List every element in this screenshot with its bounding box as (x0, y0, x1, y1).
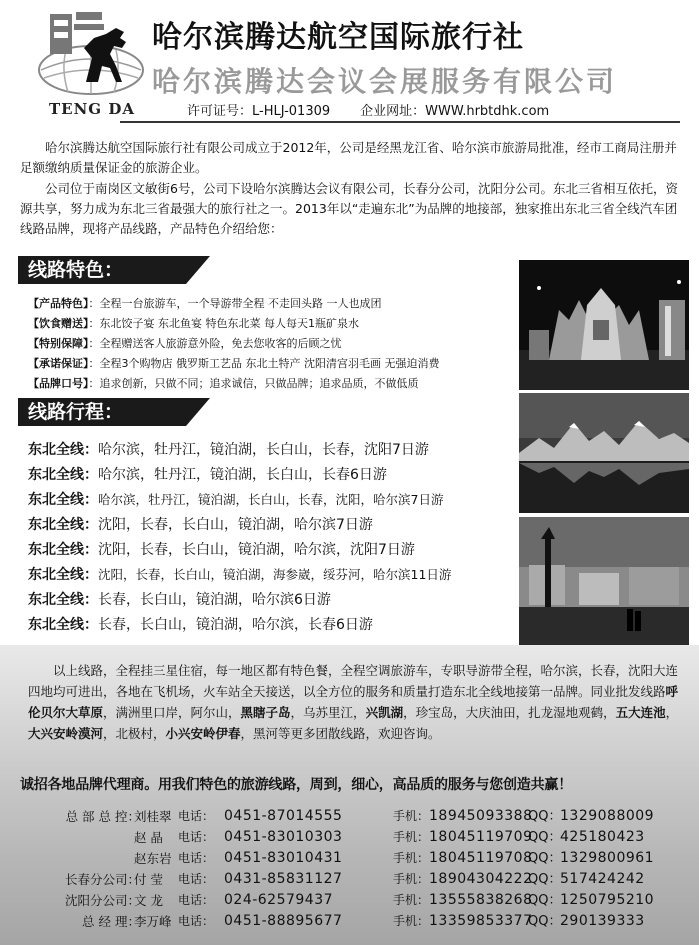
contact-role: 总 经 理： (82, 914, 140, 929)
contact-row (36, 806, 686, 827)
feature-text: ：全程赠送客人旅游意外险，免去您收客的后顾之忧 (88, 337, 342, 350)
route-text: 沈阳，长春，长白山，镜泊湖，海参崴，绥芬河，哈尔滨11日游 (98, 567, 452, 582)
feature-label: 【特别保障】 (28, 337, 89, 350)
contact-tel: 0451-83010431 (224, 850, 343, 866)
description-paragraph (28, 660, 680, 744)
route-label: 东北全线： (28, 492, 98, 508)
website-link[interactable]: 企业网址：WWW.hrbtdhk.com (360, 104, 550, 119)
route-item (28, 486, 518, 511)
contact-mobile: 18045119708 (429, 850, 533, 866)
photo-city-square (519, 517, 689, 645)
contact-mobile: 18045119709 (429, 829, 533, 845)
route-label: 东北全线： (28, 617, 98, 633)
intro-section (20, 138, 684, 240)
route-item (28, 511, 518, 536)
routes-banner (18, 398, 186, 426)
contact-tel: 0431-85831127 (224, 871, 343, 887)
qq-label: QQ： (528, 893, 562, 908)
route-item (28, 436, 518, 461)
desc-text: ，满洲里口岸，阿尔山， (103, 705, 241, 720)
contact-qq: 290139333 (560, 913, 645, 929)
contact-role: 长春分公司： (64, 872, 140, 887)
desc-highlight: 呼伦贝尔大草原 (28, 684, 679, 720)
contact-mobile: 18945093388 (429, 808, 533, 824)
qq-label: QQ： (528, 872, 562, 887)
license-number: 许可证号：L-HLJ-01309 (187, 104, 331, 119)
route-item (28, 536, 518, 561)
mobile-label: 手机： (393, 872, 430, 886)
desc-highlight: 五大连池 (615, 705, 666, 720)
contact-mobile: 18904304222 (429, 871, 533, 887)
feature-item (28, 354, 518, 374)
banner-tail (186, 398, 210, 426)
contact-qq: 1250795210 (560, 892, 655, 908)
route-text: 哈尔滨，牡丹江，镜泊湖，长白山，长春，沈阳，哈尔滨7日游 (98, 492, 444, 507)
contact-tel: 024-62579437 (224, 892, 334, 908)
desc-highlight: 大兴安岭漠河 (28, 726, 104, 741)
contact-row (36, 890, 686, 911)
desc-text: ，黑河等更多团散线路，欢迎咨询。 (240, 726, 441, 741)
tel-label: 电话： (178, 809, 215, 823)
contact-qq: 1329088009 (560, 808, 655, 824)
feature-text: ：全程3个购物店 俄罗斯工艺品 东北土特产 沈阳清宫羽毛画 无强迫消费 (88, 357, 440, 370)
route-label: 东北全线： (28, 592, 98, 608)
qq-label: QQ： (528, 914, 562, 929)
feature-item (28, 374, 518, 394)
tel-label: 电话： (178, 851, 215, 865)
license-line (187, 100, 549, 119)
feature-label: 【品牌口号】 (28, 377, 89, 390)
route-label: 东北全线： (28, 567, 98, 583)
header-divider (120, 121, 680, 123)
qq-label: QQ： (528, 830, 562, 845)
route-text: 哈尔滨，牡丹江，镜泊湖，长白山，长春，沈阳7日游 (98, 442, 429, 458)
feature-text: ：全程一台旅游车，一个导游带全程 不走回头路 一人也成团 (88, 297, 382, 310)
desc-text: ，珍宝岛，大庆油田，扎龙湿地观鹤， (403, 705, 616, 720)
features-list (28, 294, 518, 394)
photo-ice-castle (519, 260, 689, 390)
route-text: 长春，长白山，镜泊湖，哈尔滨6日游 (98, 592, 331, 608)
contact-row (36, 869, 686, 890)
feature-item (28, 294, 518, 314)
route-item (28, 461, 518, 486)
contact-tel: 0451-83010303 (224, 829, 343, 845)
feature-label: 【承诺保证】 (28, 357, 89, 370)
contact-row (36, 848, 686, 869)
agent-slogan: 诚招各地品牌代理商。用我们特色的旅游线路，周到，细心，高品质的服务与您创造共赢！ (20, 777, 572, 793)
contact-mobile: 13555838268 (429, 892, 533, 908)
contact-name: 赵 晶 (134, 830, 163, 845)
desc-text: ，北极村， (103, 726, 166, 741)
route-text: 长春，长白山，镜泊湖，哈尔滨，长春6日游 (98, 617, 373, 633)
route-text: 沈阳，长春，长白山，镜泊湖，哈尔滨7日游 (98, 517, 373, 533)
features-banner (18, 256, 186, 284)
tel-label: 电话： (178, 872, 215, 886)
route-item (28, 586, 518, 611)
features-heading: 线路特色： (28, 259, 124, 281)
desc-highlight: 黑瞎子岛 (240, 705, 291, 720)
contact-name: 付 莹 (134, 872, 163, 887)
contact-name: 刘桂翠 (134, 809, 172, 824)
feature-text: ：东北饺子宴 东北鱼宴 特色东北菜 每人每天1瓶矿泉水 (88, 317, 359, 330)
contact-name: 文 龙 (134, 893, 163, 908)
routes-heading: 线路行程： (28, 401, 124, 423)
contact-name: 李万峰 (134, 914, 172, 929)
desc-text: 以上线路，全程挂三星住宿，每一地区都有特色餐，全程空调旅游车，专职导游带全程，哈尔滨，长春，沈阳大连四地均可进出，各地在飞机场，火车站全天接送，以全方位的服务和质量打造东北全线地接第一品牌。同业批发线路 (28, 663, 679, 699)
qq-label: QQ： (528, 809, 562, 824)
contact-mobile: 13359853377 (429, 913, 533, 929)
contact-row (36, 911, 686, 932)
contacts-table (36, 806, 686, 932)
mobile-label: 手机： (393, 809, 430, 823)
intro-paragraph-2: 公司位于南岗区文敏街6号，公司下设哈尔滨腾达会议有限公司，长春分公司，沈阳分公司。东北三省相互依托，资源共享，努力成为东北三省最强大的旅行社之一。2013年以“走遍东北”为品牌的地接部，独家推出东北三省全线汽车团线路品牌，现将产品线路，产品特色介绍给您： (20, 181, 678, 236)
desc-text: ，乌苏里江， (290, 705, 366, 720)
contact-role: 沈阳分公司： (64, 893, 140, 908)
logo-wordmark: TENG DA (49, 100, 135, 118)
contact-qq: 1329800961 (560, 850, 655, 866)
tel-label: 电话： (178, 830, 215, 844)
header (0, 0, 699, 124)
route-label: 东北全线： (28, 442, 98, 458)
route-item (28, 561, 518, 586)
photo-mountain-lake (519, 393, 689, 513)
feature-text: ：追求创新，只做不同；追求诚信，只做品牌；追求品质，不做低质 (88, 377, 419, 390)
route-text: 沈阳，长春，长白山，镜泊湖，哈尔滨，沈阳7日游 (98, 542, 415, 558)
route-item (28, 611, 518, 636)
contact-qq: 425180423 (560, 829, 645, 845)
feature-label: 【饮食赠送】 (28, 317, 89, 330)
route-label: 东北全线： (28, 467, 98, 483)
route-text: 哈尔滨，牡丹江，镜泊湖，长白山，长春6日游 (98, 467, 387, 483)
qq-label: QQ： (528, 851, 562, 866)
horse-logo-icon (36, 8, 146, 96)
intro-paragraph-1: 哈尔滨腾达航空国际旅行社有限公司成立于2012年，公司是经黑龙江省、哈尔滨市旅游局批准，经市工商局注册并足额缴纳质量保证金的旅游企业。 (20, 140, 677, 175)
mobile-label: 手机： (393, 893, 430, 907)
banner-tail (186, 256, 210, 284)
feature-item (28, 334, 518, 354)
mobile-label: 手机： (393, 851, 430, 865)
desc-highlight: 兴凯湖 (365, 705, 404, 720)
contact-tel: 0451-88895677 (224, 913, 343, 929)
tel-label: 电话： (178, 914, 215, 928)
route-label: 东北全线： (28, 542, 98, 558)
contact-name: 赵东岩 (134, 851, 172, 866)
feature-label: 【产品特色】 (28, 297, 89, 310)
route-label: 东北全线： (28, 517, 98, 533)
routes-list (28, 436, 518, 636)
contact-qq: 517424242 (560, 871, 645, 887)
contact-role: 总 部 总 控： (65, 809, 140, 824)
company-title: 哈尔滨腾达航空国际旅行社 (152, 20, 524, 55)
mobile-label: 手机： (393, 830, 430, 844)
mobile-label: 手机： (393, 914, 430, 928)
desc-text: ， (665, 705, 679, 720)
feature-item (28, 314, 518, 334)
company-subtitle: 哈尔滨腾达会议会展服务有限公司 (152, 65, 618, 98)
contact-row (36, 827, 686, 848)
desc-highlight: 小兴安岭伊春 (165, 726, 241, 741)
company-logo (36, 8, 146, 120)
tel-label: 电话： (178, 893, 215, 907)
contact-tel: 0451-87014555 (224, 808, 343, 824)
description-section (28, 660, 680, 744)
